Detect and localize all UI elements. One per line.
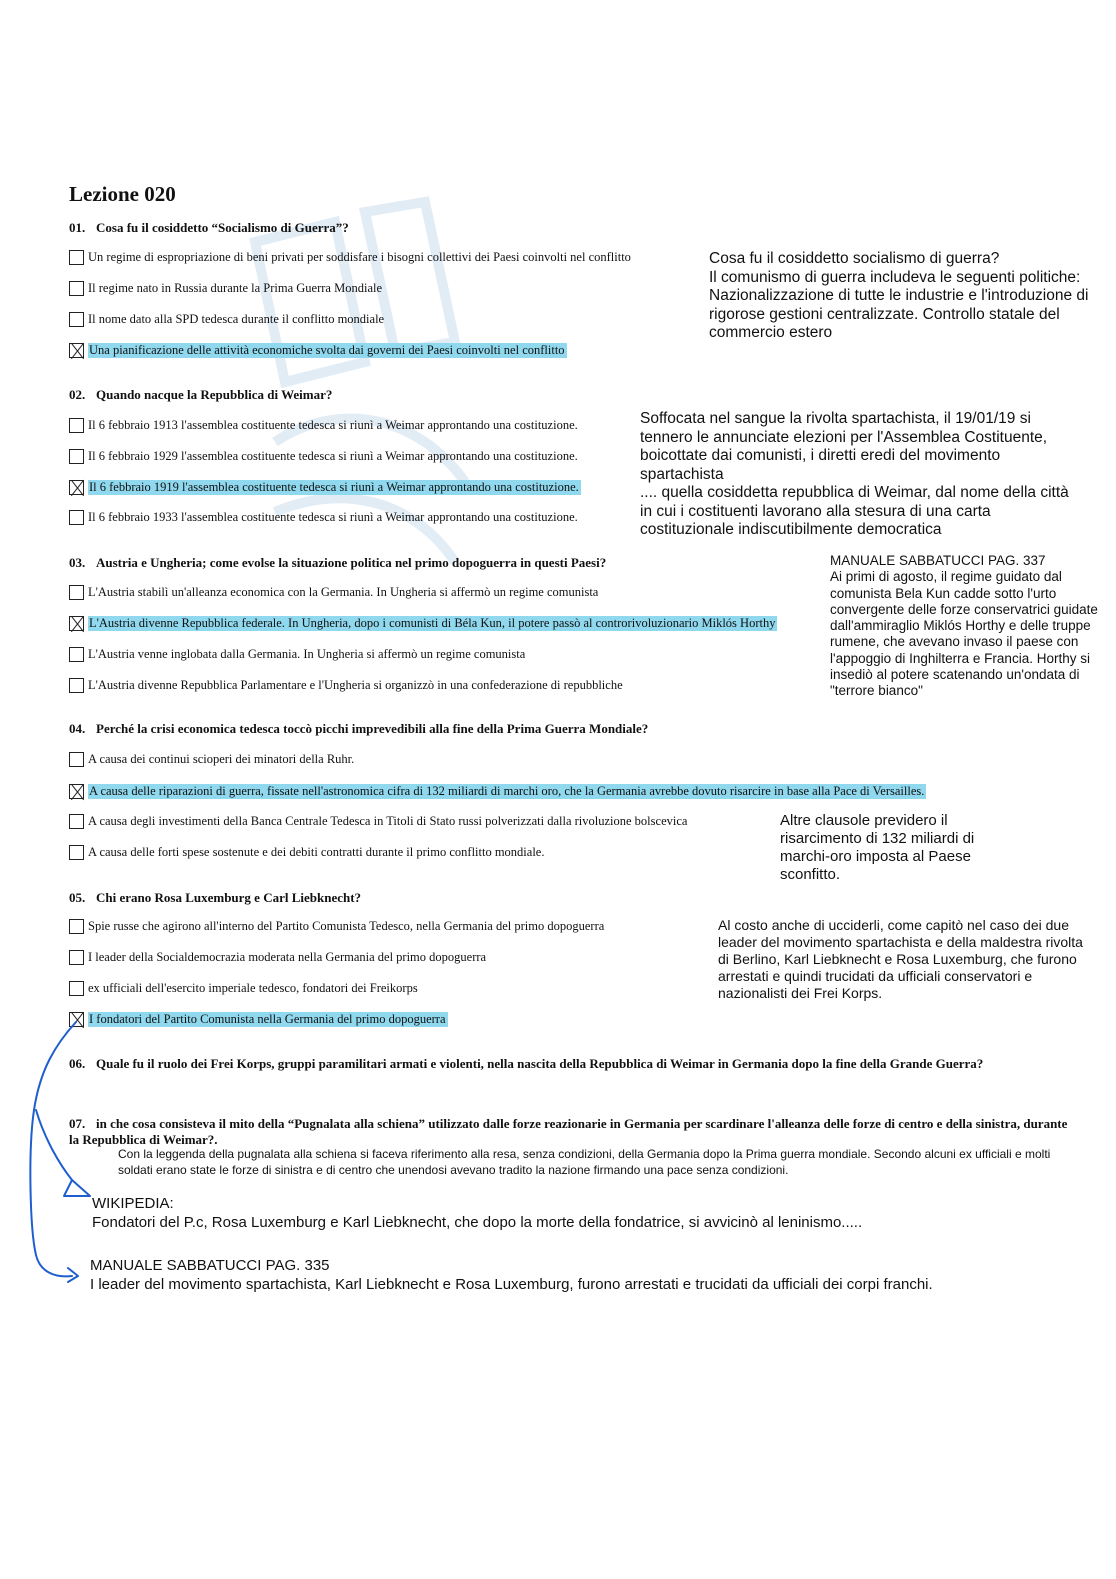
question-number: 05. bbox=[69, 890, 86, 905]
annotation-note-wikipedia: WIKIPEDIA: Fondatori del P.c, Rosa Luxemburg e Karl Liebknecht, che dopo la morte della fondatrice, si avvicinò al leninismo..... bbox=[92, 1195, 863, 1231]
checkbox[interactable] bbox=[69, 585, 84, 600]
question-text: Perché la crisi economica tedesca toccò picchi imprevedibili alla fine della Prima Guerra Mondiale? bbox=[96, 721, 649, 736]
option-checkbox-row-selected[interactable] bbox=[69, 782, 926, 800]
option-text: A causa dei continui scioperi dei minatori della Ruhr. bbox=[88, 751, 355, 766]
question-03 bbox=[69, 555, 606, 571]
checkbox[interactable] bbox=[69, 950, 84, 965]
option-text: Il 6 febbraio 1929 l'assemblea costituente tedesca si riunì a Weimar approntando una costituzione. bbox=[88, 448, 578, 463]
checkbox[interactable] bbox=[69, 250, 84, 265]
option-checkbox-row[interactable] bbox=[69, 676, 623, 694]
annotation-note-socialism: Cosa fu il cosiddetto socialismo di guerra? Il comunismo di guerra includeva le seguenti politiche: Nazionalizzazione di tutte le industrie e l'introduzione di rigorose gestioni centralizzate. Controllo statale del commercio estero bbox=[709, 250, 1089, 341]
option-checkbox-row[interactable] bbox=[69, 583, 598, 601]
checkbox[interactable] bbox=[69, 647, 84, 662]
annotation-note-luxemburg: Al costo anche di ucciderli, come capitò nel caso dei due leader del movimento spartachista e della maldestra rivolta di Berlino, Karl Liebknecht e Rosa Luxemburg, che furono arrestati e quindi trucidati da ufficiali conservatori e nazionalisti dei Frei Korps. bbox=[718, 917, 1083, 1001]
checkbox[interactable] bbox=[69, 281, 84, 296]
option-checkbox-row-selected[interactable] bbox=[69, 478, 581, 496]
option-checkbox-row[interactable] bbox=[69, 645, 525, 663]
question-number: 01. bbox=[69, 220, 86, 235]
lesson-title: Lezione 020 bbox=[69, 182, 176, 206]
option-checkbox-row[interactable] bbox=[69, 248, 631, 266]
option-checkbox-row[interactable] bbox=[69, 917, 604, 935]
checkbox[interactable] bbox=[69, 418, 84, 433]
option-text: L'Austria divenne Repubblica Parlamentare e l'Ungheria si organizzò in una confederazione di repubbliche bbox=[88, 677, 623, 692]
option-checkbox-row-selected[interactable] bbox=[69, 1010, 448, 1028]
option-checkbox-row[interactable] bbox=[69, 416, 578, 434]
checkbox[interactable] bbox=[69, 919, 84, 934]
annotation-note-weimar: Soffocata nel sangue la rivolta spartachista, il 19/01/19 si tennero le annunciate elezioni per l'Assemblea Costituente, boicottate dai comunisti, i diretti eredi del movimento spartachista .... quella cosiddetta repubblica di Weimar, dal nome della città in cui i costituenti lavorano alla stesura di una carta costituzionale indiscutibilmente democratica bbox=[640, 410, 1069, 538]
question-text: Cosa fu il cosiddetto “Socialismo di Guerra”? bbox=[96, 220, 349, 235]
question-text: Austria e Ungheria; come evolse la situazione politica nel primo dopoguerra in questi Paesi? bbox=[96, 555, 607, 570]
option-text-highlighted: A causa delle riparazioni di guerra, fissate nell'astronomica cifra di 132 miliardi di marchi oro, che la Germania avrebbe dovuto risarcire in base alla Pace di Versailles. bbox=[89, 783, 925, 798]
option-text-highlighted: Il 6 febbraio 1919 l'assemblea costituente tedesca si riunì a Weimar approntando una costituzione. bbox=[89, 479, 579, 494]
checkbox[interactable] bbox=[69, 845, 84, 860]
option-checkbox-row-selected[interactable] bbox=[69, 614, 777, 632]
checked-checkbox[interactable] bbox=[69, 1012, 84, 1027]
annotation-note-stab-in-back: Con la leggenda della pugnalata alla schiena si faceva riferimento alla resa, senza condizioni, della Germania dopo la Prima guerra mondiale. Secondo alcuni ex ufficiali e molti soldati erano state le forze di sinistra e di centro che unendosi avevano tradito la nazione firmando una pace senza condizioni. bbox=[118, 1147, 1051, 1177]
option-checkbox-row[interactable] bbox=[69, 508, 578, 526]
option-checkbox-row[interactable] bbox=[69, 948, 486, 966]
checked-checkbox[interactable] bbox=[69, 480, 84, 495]
question-text: Quale fu il ruolo dei Frei Korps, gruppi paramilitari armati e violenti, nella nascita della Repubblica di Weimar in Germania dopo la fine della Grande Guerra? bbox=[96, 1056, 984, 1071]
option-text-highlighted: L'Austria divenne Repubblica federale. In Ungheria, dopo i comunisti di Béla Kun, il potere passò al controrivoluzionario Miklós Horthy bbox=[89, 615, 776, 630]
question-04 bbox=[69, 721, 648, 737]
option-text-highlighted: Una pianificazione delle attività economiche svolta dai governi dei Paesi coinvolti nel conflitto bbox=[89, 342, 565, 357]
option-text: ex ufficiali dell'esercito imperiale tedesco, fondatori dei Freikorps bbox=[88, 980, 418, 995]
question-05 bbox=[69, 890, 361, 906]
checkbox[interactable] bbox=[69, 981, 84, 996]
question-number: 06. bbox=[69, 1056, 86, 1071]
question-06 bbox=[69, 1056, 1029, 1072]
question-07 bbox=[69, 1116, 1069, 1148]
checkbox[interactable] bbox=[69, 449, 84, 464]
question-number: 02. bbox=[69, 387, 86, 402]
option-checkbox-row[interactable] bbox=[69, 310, 384, 328]
option-checkbox-row[interactable] bbox=[69, 812, 687, 830]
option-checkbox-row[interactable] bbox=[69, 279, 382, 297]
question-text: Chi erano Rosa Luxemburg e Carl Liebknecht? bbox=[96, 890, 362, 905]
checkbox[interactable] bbox=[69, 678, 84, 693]
question-text: in che cosa consisteva il mito della “Pugnalata alla schiena” utilizzato dalle forze reazionarie in Germania per scardinare l'alleanza delle forze di centro e della sinistra, durante la Repubblica di Weimar?. bbox=[69, 1116, 1068, 1147]
option-text: A causa degli investimenti della Banca Centrale Tedesca in Titoli di Stato russi polverizzati dalla rivoluzione bolscevica bbox=[88, 813, 688, 828]
option-text: Il 6 febbraio 1933 l'assemblea costituente tedesca si riunì a Weimar approntando una costituzione. bbox=[88, 509, 578, 524]
option-text: Il 6 febbraio 1913 l'assemblea costituente tedesca si riunì a Weimar approntando una costituzione. bbox=[88, 417, 578, 432]
option-checkbox-row[interactable] bbox=[69, 843, 544, 861]
checked-checkbox[interactable] bbox=[69, 616, 84, 631]
option-text-highlighted: I fondatori del Partito Comunista nella Germania del primo dopoguerra bbox=[89, 1011, 446, 1026]
annotation-note-hungary: MANUALE SABBATUCCI PAG. 337 Ai primi di agosto, il regime guidato dal comunista Bela Kun cadde sotto l'urto convergente delle forze conservatrici guidate dall'ammiraglio Miklós Horthy e delle truppe rumene, che avevano invaso il paese con l'appoggio di Inghilterra e Francia. Horthy si insediò al potere scatenando un'ondata di "terrore bianco" bbox=[830, 553, 1098, 699]
option-text: L'Austria venne inglobata dalla Germania. In Ungheria si affermò un regime comunista bbox=[88, 646, 526, 661]
option-checkbox-row[interactable] bbox=[69, 979, 418, 997]
option-text: L'Austria stabilì un'alleanza economica con la Germania. In Ungheria si affermò un regime comunista bbox=[88, 584, 599, 599]
question-number: 03. bbox=[69, 555, 86, 570]
option-text: Un regime di espropriazione di beni privati per soddisfare i bisogni collettivi dei Paesi coinvolti nel conflitto bbox=[88, 249, 631, 264]
question-01 bbox=[69, 220, 349, 236]
question-02 bbox=[69, 387, 332, 403]
question-number: 07. bbox=[69, 1116, 86, 1131]
annotation-note-reparations: Altre clausole previdero il risarcimento di 132 miliardi di marchi-oro imposta al Paese sconfitto. bbox=[780, 812, 975, 883]
question-text: Quando nacque la Repubblica di Weimar? bbox=[96, 387, 333, 402]
annotation-note-sabbatucci: MANUALE SABBATUCCI PAG. 335 I leader del movimento spartachista, Karl Liebknecht e Rosa Luxemburg, furono arrestati e trucidati da ufficiali dei corpi franchi. bbox=[90, 1257, 933, 1293]
option-checkbox-row[interactable] bbox=[69, 750, 354, 768]
checked-checkbox[interactable] bbox=[69, 784, 84, 799]
option-text: I leader della Socialdemocrazia moderata nella Germania del primo dopoguerra bbox=[88, 949, 487, 964]
checked-checkbox[interactable] bbox=[69, 343, 84, 358]
option-text: A causa delle forti spese sostenute e dei debiti contratti durante il primo conflitto mondiale. bbox=[88, 844, 545, 859]
question-number: 04. bbox=[69, 721, 86, 736]
option-text: Il nome dato alla SPD tedesca durante il conflitto mondiale bbox=[88, 311, 385, 326]
option-text: Spie russe che agirono all'interno del Partito Comunista Tedesco, nella Germania del primo dopoguerra bbox=[88, 918, 605, 933]
option-checkbox-row[interactable] bbox=[69, 447, 578, 465]
option-checkbox-row-selected[interactable] bbox=[69, 341, 567, 359]
checkbox[interactable] bbox=[69, 752, 84, 767]
option-text: Il regime nato in Russia durante la Prima Guerra Mondiale bbox=[88, 280, 383, 295]
checkbox[interactable] bbox=[69, 312, 84, 327]
checkbox[interactable] bbox=[69, 510, 84, 525]
checkbox[interactable] bbox=[69, 814, 84, 829]
